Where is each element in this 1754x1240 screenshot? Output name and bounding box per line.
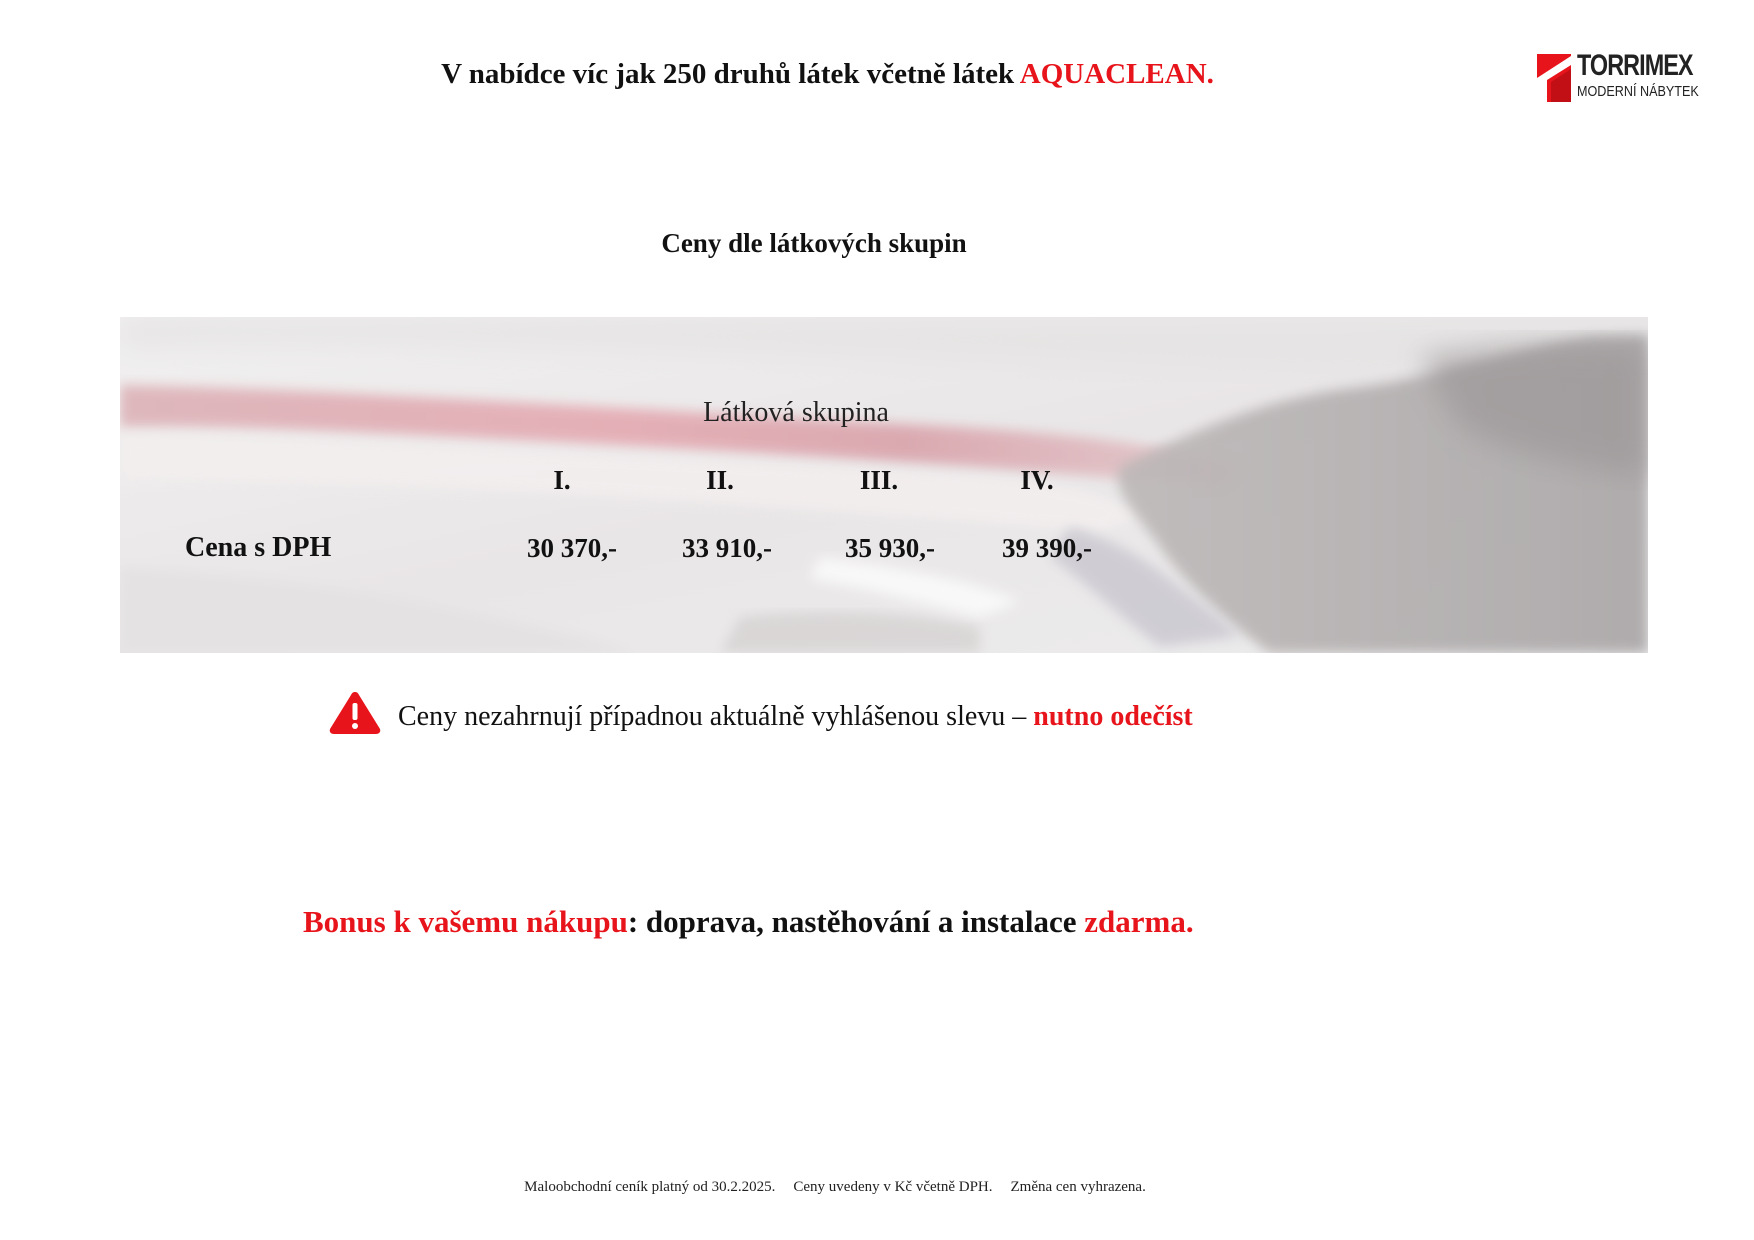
- column-header-group-4: IV.: [1020, 465, 1054, 495]
- headline-highlight: AQUACLEAN.: [1019, 58, 1214, 90]
- footer-currency: Ceny uvedeny v Kč včetně DPH.: [793, 1179, 993, 1195]
- logo-tagline: MODERNÍ NÁBYTEK: [1577, 83, 1699, 100]
- column-header-group-1: I.: [553, 465, 571, 495]
- price-group-2: 33 910,-: [682, 533, 772, 563]
- logo-name: TORRIMEX: [1577, 49, 1693, 82]
- column-header-group-2: II.: [706, 465, 734, 495]
- warning-icon: [328, 689, 382, 735]
- notice-highlight: nutno odečíst: [1033, 701, 1193, 732]
- headline: [0, 56, 1655, 92]
- discount-notice: [398, 700, 1193, 734]
- bonus-offer: [303, 903, 1194, 941]
- torrimex-logo: [1537, 49, 1707, 102]
- price-group-4: 39 390,-: [1002, 533, 1092, 563]
- price-group-1: 30 370,-: [527, 533, 617, 563]
- notice-text: Ceny nezahrnují případnou aktuálně vyhlášenou slevu –: [398, 701, 1034, 732]
- column-header-group-3: III.: [859, 465, 899, 495]
- headline-text: V nabídce víc jak 250 druhů látek včetně látek: [441, 58, 1020, 90]
- footer-validity: Maloobchodní ceník platný od 30.2.2025.: [524, 1179, 776, 1195]
- footer-disclaimer: Změna cen vyhrazena.: [1010, 1179, 1146, 1195]
- price-row-label: Cena s DPH: [185, 532, 332, 563]
- footer: [0, 1177, 1670, 1197]
- fabric-group-caption: Látková skupina: [703, 397, 889, 428]
- bonus-highlight-end: zdarma.: [1084, 904, 1194, 939]
- bonus-highlight: Bonus k vašemu nákupu: [303, 904, 628, 939]
- section-title: Ceny dle látkových skupin: [661, 228, 967, 258]
- bonus-text: : doprava, nastěhování a instalace: [627, 904, 1085, 939]
- price-group-3: 35 930,-: [845, 533, 935, 563]
- torrimex-logo-icon: [1537, 54, 1571, 102]
